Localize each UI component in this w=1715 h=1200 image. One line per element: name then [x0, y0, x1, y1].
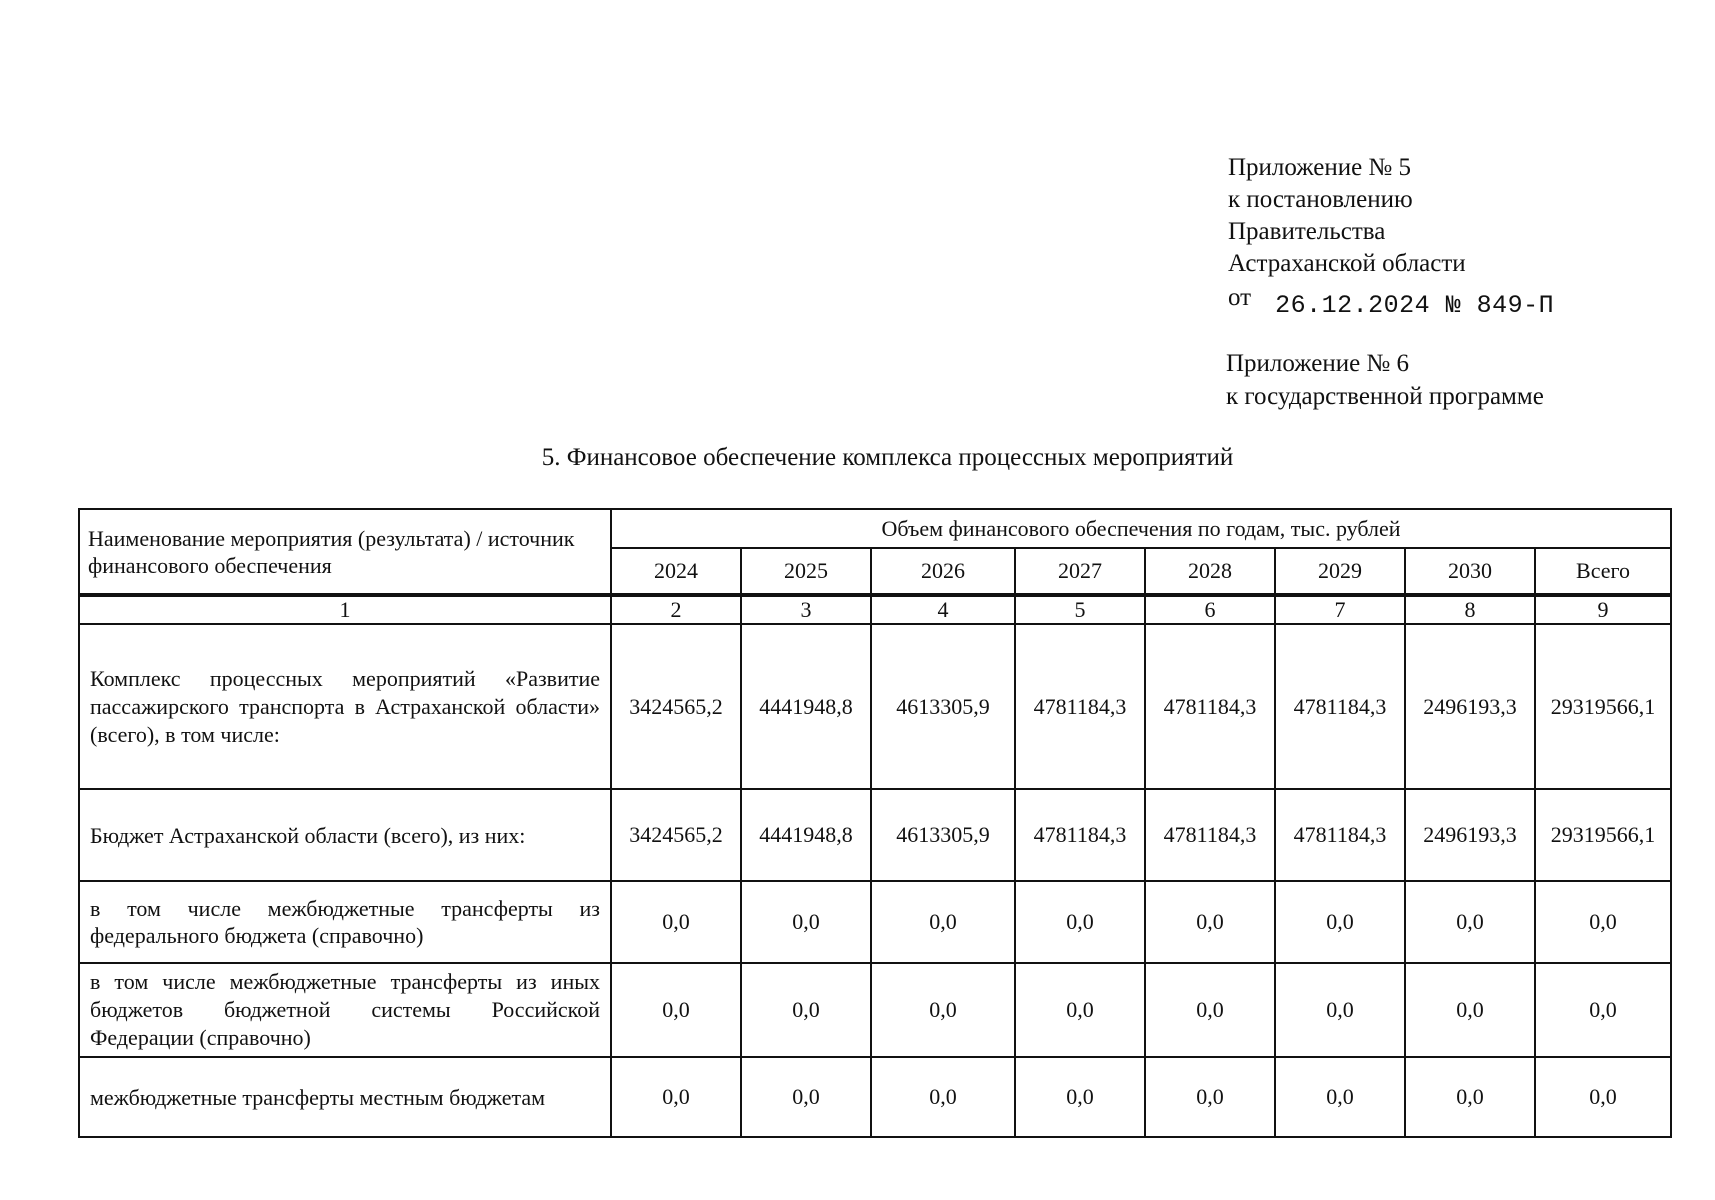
table-cell: 4441948,8: [741, 624, 871, 789]
table-cell: 4781184,3: [1275, 789, 1405, 881]
table-cell: 0,0: [871, 1057, 1015, 1137]
row-name: Комплекс процессных мероприятий «Развитие пассажирского транспорта в Астраханской области» (всего), в том числе:: [79, 624, 611, 789]
appendix-5-title: Приложение № 5: [1228, 154, 1412, 181]
table-row: [79, 789, 1671, 881]
table-cell-total: 29319566,1: [1535, 789, 1671, 881]
table-cell: 0,0: [1275, 963, 1405, 1057]
table-cell: 0,0: [1145, 881, 1275, 963]
table-cell: 0,0: [1015, 1057, 1145, 1137]
year-header: 2028: [1145, 548, 1275, 595]
table-cell: 0,0: [1145, 1057, 1275, 1137]
table-cell: 0,0: [611, 963, 741, 1057]
table-cell: 2496193,3: [1405, 789, 1535, 881]
table-cell: 0,0: [741, 881, 871, 963]
year-header: 2030: [1405, 548, 1535, 595]
table-cell: 0,0: [1275, 1057, 1405, 1137]
to-resolution-line: к постановлению: [1228, 186, 1413, 213]
table-cell: 0,0: [1405, 963, 1535, 1057]
table-row: [79, 881, 1671, 963]
row-name: Бюджет Астраханской области (всего), из них:: [79, 789, 611, 881]
table-cell-total: 0,0: [1535, 1057, 1671, 1137]
row-name: в том числе межбюджетные трансферты из иных бюджетов бюджетной системы Российской Федерации (справочно): [79, 963, 611, 1057]
name-column-header: Наименование мероприятия (результата) / источник финансового обеспечения: [79, 509, 611, 595]
row-name: в том числе межбюджетные трансферты из федерального бюджета (справочно): [79, 881, 611, 963]
year-header: 2029: [1275, 548, 1405, 595]
column-number: 7: [1275, 595, 1405, 624]
table-cell: 0,0: [1275, 881, 1405, 963]
year-header: 2025: [741, 548, 871, 595]
year-header: 2027: [1015, 548, 1145, 595]
government-line: Правительства: [1228, 218, 1386, 245]
column-number: 6: [1145, 595, 1275, 624]
table-cell: 3424565,2: [611, 789, 741, 881]
total-header: Всего: [1535, 548, 1671, 595]
table-cell: 0,0: [611, 881, 741, 963]
appendix-6-title: Приложение № 6: [1226, 350, 1410, 377]
column-numbers-row: [79, 595, 1671, 624]
table-header-row: [79, 509, 1671, 548]
resolution-date-line: [1228, 282, 1555, 320]
column-number: 3: [741, 595, 871, 624]
appendix-5-header: [1228, 152, 1555, 320]
table-cell: 0,0: [1015, 881, 1145, 963]
from-label: от: [1228, 284, 1252, 311]
table-cell: 4781184,3: [1275, 624, 1405, 789]
table-cell: 0,0: [741, 963, 871, 1057]
table-cell: 0,0: [1405, 1057, 1535, 1137]
table-cell: 0,0: [1015, 963, 1145, 1057]
table-cell: 0,0: [1405, 881, 1535, 963]
table-cell: 0,0: [741, 1057, 871, 1137]
section-title: 5. Финансовое обеспечение комплекса процессных мероприятий: [541, 444, 1234, 471]
column-number: 9: [1535, 595, 1671, 624]
table-cell: 0,0: [871, 963, 1015, 1057]
table-cell: 4613305,9: [871, 789, 1015, 881]
table-cell: 0,0: [1145, 963, 1275, 1057]
appendix-6-header: [1226, 347, 1544, 413]
table-cell-total: 29319566,1: [1535, 624, 1671, 789]
table-cell-total: 0,0: [1535, 963, 1671, 1057]
table-cell: 3424565,2: [611, 624, 741, 789]
column-number: 2: [611, 595, 741, 624]
table-cell: 4781184,3: [1145, 624, 1275, 789]
year-header: 2026: [871, 548, 1015, 595]
table-cell: 4781184,3: [1145, 789, 1275, 881]
resolution-date-number: 26.12.2024 № 849-П: [1275, 291, 1555, 320]
to-program-line: к государственной программе: [1226, 383, 1544, 410]
table-row: [79, 624, 1671, 789]
financing-table: [78, 508, 1672, 1138]
table-cell: 4781184,3: [1015, 624, 1145, 789]
table-row: [79, 963, 1671, 1057]
table-cell: 0,0: [871, 881, 1015, 963]
row-name: межбюджетные трансферты местным бюджетам: [79, 1057, 611, 1137]
column-number: 4: [871, 595, 1015, 624]
column-number: 5: [1015, 595, 1145, 624]
column-number: 1: [79, 595, 611, 624]
table-row: [79, 1057, 1671, 1137]
region-line: Астраханской области: [1228, 250, 1466, 277]
table-cell: 2496193,3: [1405, 624, 1535, 789]
table-cell: 0,0: [611, 1057, 741, 1137]
year-header: 2024: [611, 548, 741, 595]
table-cell: 4781184,3: [1015, 789, 1145, 881]
column-number: 8: [1405, 595, 1535, 624]
table-cell-total: 0,0: [1535, 881, 1671, 963]
table-cell: 4613305,9: [871, 624, 1015, 789]
volume-header: Объем финансового обеспечения по годам, тыс. рублей: [611, 509, 1671, 548]
table-cell: 4441948,8: [741, 789, 871, 881]
